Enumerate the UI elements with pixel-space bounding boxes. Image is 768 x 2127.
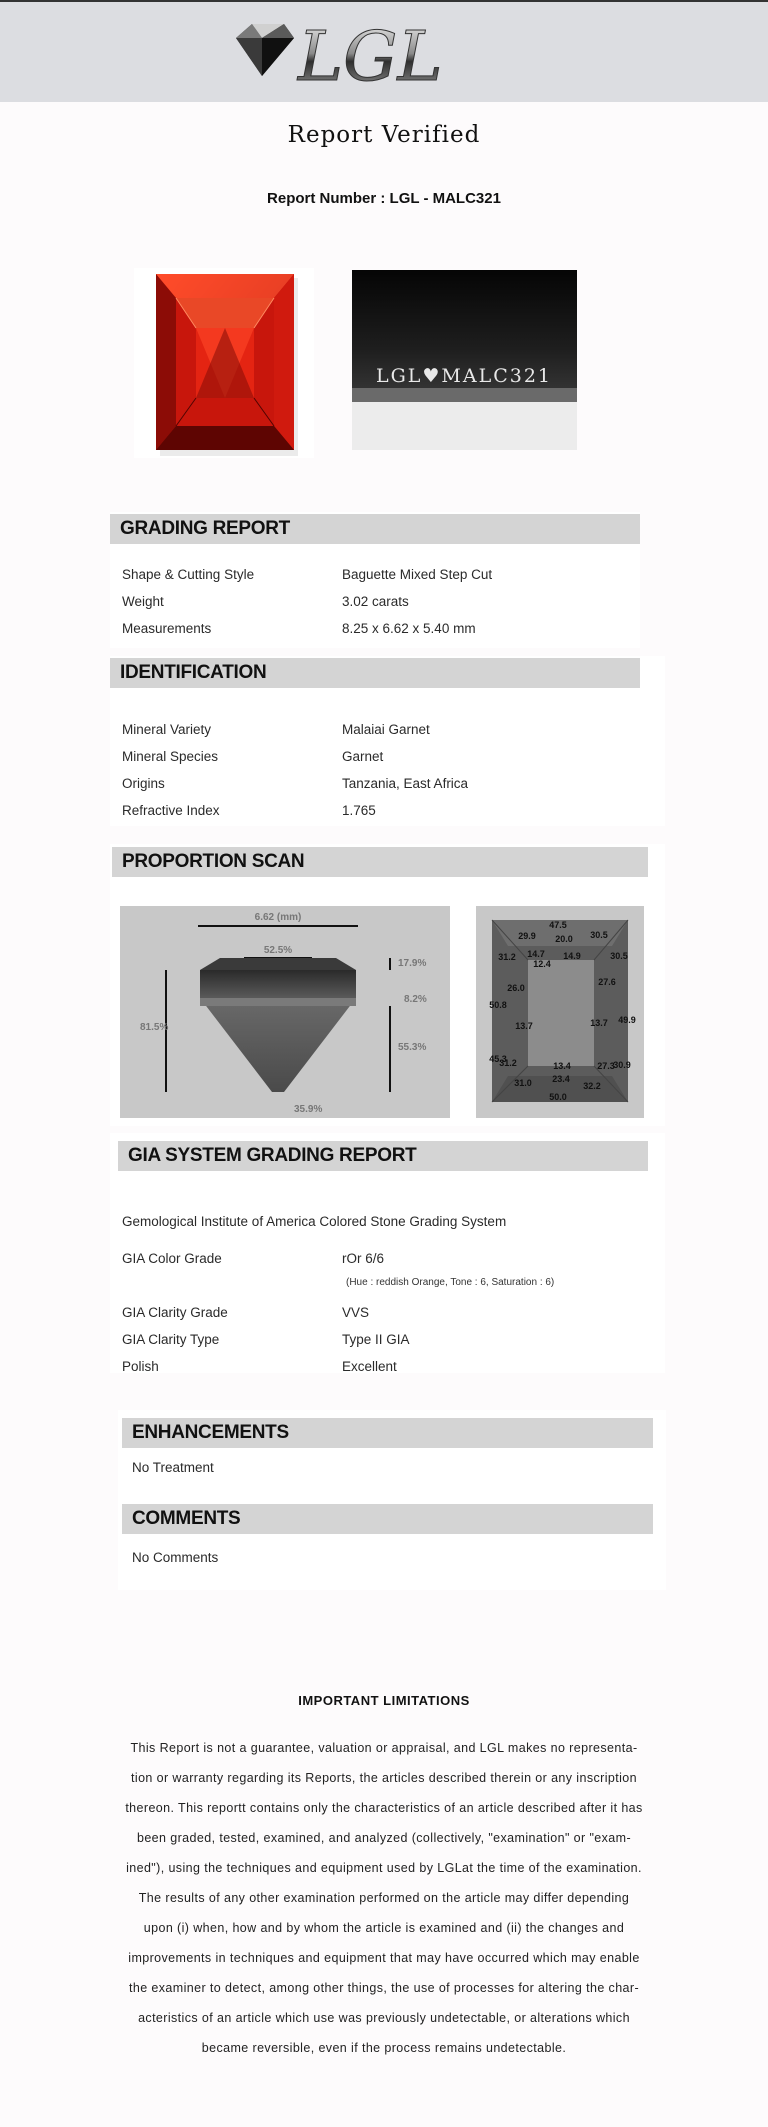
facet-value: 30.5 xyxy=(590,930,608,940)
row-label-mineral-variety: Mineral Variety xyxy=(122,722,212,737)
proportion-side-view xyxy=(120,906,450,1118)
limitations-line: ined"), using the techniques and equipment used by LGLat the time of the examination. xyxy=(126,1861,642,1875)
row-value-weight: 3.02 carats xyxy=(342,594,409,609)
row-value-refractive-index: 1.765 xyxy=(342,803,376,818)
gia-color-grade-note: (Hue : reddish Orange, Tone : 6, Saturation : 6) xyxy=(346,1277,555,1288)
facet-value: 13.7 xyxy=(590,1018,608,1028)
lgl-logo xyxy=(232,16,492,92)
culet-pct-label: 35.9% xyxy=(294,1104,323,1115)
row-value-shape: Baguette Mixed Step Cut xyxy=(342,567,493,582)
girdle-pct-label: 8.2% xyxy=(404,994,427,1005)
facet-value: 30.9 xyxy=(613,1060,631,1070)
facet-value: 27.6 xyxy=(598,977,616,987)
facet-value: 47.5 xyxy=(549,920,567,930)
limitations-line: upon (i) when, how and by whom the article is examined and (ii) the changes and xyxy=(143,1921,625,1935)
gia-subtitle: Gemological Institute of America Colored Stone Grading System xyxy=(122,1214,507,1229)
gemstone-photo xyxy=(134,268,314,458)
row-value-gia-color-grade: rOr 6/6 xyxy=(342,1251,385,1266)
diamond-icon xyxy=(236,24,294,76)
facet-value: 14.9 xyxy=(563,951,581,961)
facet-value: 50.0 xyxy=(549,1092,567,1102)
limitations-line: been graded, tested, examined, and analyzed (collectively, "examination" or "exam- xyxy=(136,1831,632,1845)
limitations-line: tion or warranty regarding its Reports, the articles described therein or any inscription xyxy=(131,1771,637,1785)
limitations-line: acteristics of an article which use was previously undetectable, or alterations which xyxy=(138,2011,630,2025)
facet-value: 20.0 xyxy=(555,934,573,944)
facet-value: 31.2 xyxy=(499,1058,517,1068)
row-label-measurements: Measurements xyxy=(122,621,212,636)
row-label-gia-clarity-grade: GIA Clarity Grade xyxy=(122,1305,228,1320)
limitations-line: the examiner to detect, among other things, the use of processes for altering the char- xyxy=(128,1981,640,1995)
identification-heading: IDENTIFICATION xyxy=(110,658,640,688)
page-title: Report Verified xyxy=(287,122,481,148)
facet-value: 31.2 xyxy=(498,952,516,962)
total-depth-label: 81.5% xyxy=(140,1022,169,1033)
logo-wordmark: LGL xyxy=(298,18,443,92)
row-value-gia-clarity-grade: VVS xyxy=(342,1305,370,1320)
comments-text: No Comments xyxy=(132,1550,219,1565)
row-label-shape: Shape & Cutting Style xyxy=(122,567,255,582)
facet-value: 13.4 xyxy=(553,1061,571,1071)
row-value-origins: Tanzania, East Africa xyxy=(342,776,469,791)
enhancements-heading: ENHANCEMENTS xyxy=(122,1418,653,1448)
row-value-mineral-species: Garnet xyxy=(342,749,384,764)
row-value-measurements: 8.25 x 6.62 x 5.40 mm xyxy=(342,621,476,636)
row-label-weight: Weight xyxy=(122,594,164,609)
row-value-gia-clarity-type: Type II GIA xyxy=(342,1332,410,1347)
girdle-inscription-photo xyxy=(352,270,577,450)
facet-value: 50.8 xyxy=(489,1000,507,1010)
table-pct-label: 52.5% xyxy=(263,945,293,956)
row-label-gia-color-grade: GIA Color Grade xyxy=(122,1251,222,1266)
facet-value: 12.4 xyxy=(533,959,551,969)
grading-report-heading: GRADING REPORT xyxy=(110,514,640,544)
limitations-title: IMPORTANT LIMITATIONS xyxy=(298,1693,470,1708)
report-number: Report Number : LGL - MALC321 xyxy=(267,190,501,207)
proportion-top-view xyxy=(476,906,644,1118)
proportion-scan-heading: PROPORTION SCAN xyxy=(112,847,648,877)
row-label-polish: Polish xyxy=(122,1359,159,1374)
limitations-line: improvements in techniques and equipment that may have occurred which may enable xyxy=(128,1951,640,1965)
crown-pct-label: 17.9% xyxy=(398,958,427,969)
facet-value: 14.7 xyxy=(527,949,545,959)
limitations-line: The results of any other examination performed on the article may differ depending xyxy=(138,1891,630,1905)
row-value-polish: Excellent xyxy=(342,1359,397,1374)
facet-value: 45.3 xyxy=(489,1054,507,1064)
facet-value: 13.7 xyxy=(515,1021,533,1031)
facet-value: 23.4 xyxy=(552,1074,570,1084)
facet-value: 49.9 xyxy=(618,1015,636,1025)
row-label-refractive-index: Refractive Index xyxy=(122,803,220,818)
row-label-gia-clarity-type: GIA Clarity Type xyxy=(122,1332,220,1347)
pavilion-pct-label: 55.3% xyxy=(398,1042,427,1053)
facet-value: 27.3 xyxy=(597,1061,615,1071)
limitations-line: thereon. This reportt contains only the characteristics of an article described after it has xyxy=(125,1801,643,1815)
row-label-origins: Origins xyxy=(122,776,165,791)
page-header xyxy=(0,0,768,102)
inscription-text: LGL♥MALC321 xyxy=(375,365,553,387)
row-value-mineral-variety: Malaiai Garnet xyxy=(342,722,430,737)
enhancements-text: No Treatment xyxy=(132,1460,214,1475)
facet-value: 26.0 xyxy=(507,983,525,993)
comments-heading: COMMENTS xyxy=(122,1504,653,1534)
gia-report-heading: GIA SYSTEM GRADING REPORT xyxy=(118,1141,648,1171)
limitations-line: This Report is not a guarantee, valuation or appraisal, and LGL makes no representa- xyxy=(130,1741,638,1755)
facet-value: 29.9 xyxy=(518,931,536,941)
facet-value: 32.2 xyxy=(583,1081,601,1091)
row-label-mineral-species: Mineral Species xyxy=(122,749,219,764)
width-label: 6.62 (mm) xyxy=(254,912,302,923)
limitations-body xyxy=(118,1733,650,2063)
facet-value: 31.0 xyxy=(514,1078,532,1088)
limitations-line: became reversible, even if the process remains undetectable. xyxy=(201,2041,567,2055)
facet-value: 30.5 xyxy=(610,951,628,961)
